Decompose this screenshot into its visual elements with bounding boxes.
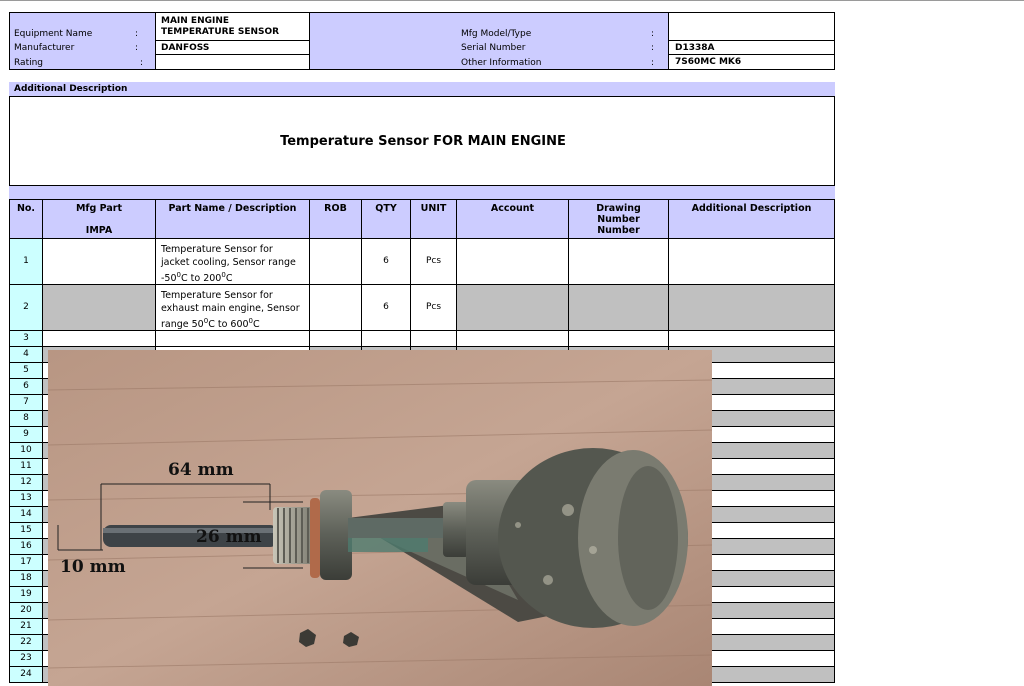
additional-description-bar xyxy=(9,82,835,96)
mfg-part-cell xyxy=(42,238,156,285)
part-description-text: C xyxy=(225,273,233,285)
row-number: 22 xyxy=(20,637,32,647)
unit-cell xyxy=(410,238,457,285)
unit-value: Pcs xyxy=(425,256,442,266)
row-number-cell xyxy=(9,522,43,539)
table-cell xyxy=(155,330,310,347)
manufacturer-value: DANFOSS xyxy=(161,43,210,53)
row-number: 20 xyxy=(20,605,32,615)
col-impa-label: IMPA xyxy=(85,225,113,236)
row-number: 11 xyxy=(20,461,32,471)
row-number-cell xyxy=(9,442,43,459)
other-info-colon: : xyxy=(651,58,655,68)
row-number-cell xyxy=(9,394,43,411)
row-number: 8 xyxy=(23,413,29,423)
row-number-cell xyxy=(9,458,43,475)
unit-cell xyxy=(410,284,457,331)
part-description xyxy=(161,243,309,285)
row-number: 2 xyxy=(23,302,29,312)
row-number-cell xyxy=(9,346,43,363)
row-number: 3 xyxy=(23,333,29,343)
additional-cell xyxy=(668,238,835,285)
row-number-cell xyxy=(9,474,43,491)
serial-number-value: D1338A xyxy=(675,43,715,53)
part-description-line: jacket cooling, Sensor range xyxy=(161,257,296,268)
other-info-value-cell xyxy=(668,54,835,70)
table-cell xyxy=(668,330,835,347)
col-unit-header xyxy=(410,199,457,239)
col-rob-label: ROB xyxy=(324,203,347,214)
qty-value: 6 xyxy=(383,256,389,266)
table-cell xyxy=(361,330,411,347)
row-number-cell xyxy=(9,586,43,603)
col-drawing-label-1: Drawing xyxy=(596,203,641,214)
row-number: 14 xyxy=(20,509,32,519)
dimension-26mm-label: 26 mm xyxy=(196,527,262,547)
col-rob-header xyxy=(309,199,362,239)
drawing-cell xyxy=(568,238,669,285)
col-qty-label: QTY xyxy=(375,203,397,214)
col-part-name-header xyxy=(155,199,310,239)
row-number: 10 xyxy=(20,445,32,455)
row-number-cell xyxy=(9,426,43,443)
manufacturer-value-cell xyxy=(155,40,310,55)
row-number-cell xyxy=(9,238,43,285)
part-description-line xyxy=(161,315,309,331)
row-number-cell xyxy=(9,284,43,331)
table-cell xyxy=(456,330,569,347)
row-number: 9 xyxy=(23,429,29,439)
col-drawing-label-2: Number xyxy=(597,214,640,225)
col-additional-label: Additional Description xyxy=(691,203,812,214)
row-number-cell xyxy=(9,410,43,427)
rob-cell xyxy=(309,238,362,285)
row-number-cell xyxy=(9,618,43,635)
col-account-label: Account xyxy=(490,203,535,214)
other-info-value: 7S60MC MK6 xyxy=(675,57,742,67)
col-drawing-label-3: Number xyxy=(597,225,640,236)
row-number: 13 xyxy=(20,493,32,503)
mfg-model-label: Mfg Model/Type xyxy=(461,29,532,39)
row-number-cell xyxy=(9,378,43,395)
drawing-cell xyxy=(568,284,669,331)
account-cell xyxy=(456,284,569,331)
row-number: 17 xyxy=(20,557,32,567)
rob-cell xyxy=(309,284,362,331)
row-number: 12 xyxy=(20,477,32,487)
dimension-64mm-label: 64 mm xyxy=(168,460,234,480)
part-description-line: exhaust main engine, Sensor xyxy=(161,303,300,314)
part-description-text: C xyxy=(253,319,260,331)
table-cell xyxy=(42,330,156,347)
qty-value: 6 xyxy=(383,302,389,312)
part-description-text: C to 200 xyxy=(181,273,222,285)
superscript: 0 xyxy=(176,271,181,279)
mfg-model-value-cell xyxy=(668,12,835,41)
row-number-cell xyxy=(9,602,43,619)
part-description-line: Temperature Sensor for xyxy=(161,290,273,301)
col-unit-label: UNIT xyxy=(420,203,447,214)
part-description-text: C to 600 xyxy=(208,319,249,331)
table-cell xyxy=(568,330,669,347)
part-description-text: range 50 xyxy=(161,319,204,331)
col-mfg-part-header xyxy=(42,199,156,239)
additional-cell xyxy=(668,284,835,331)
serial-number-value-cell xyxy=(668,40,835,55)
equipment-name-value-line2: TEMPERATURE SENSOR xyxy=(161,27,280,37)
row-number: 16 xyxy=(20,541,32,551)
row-number-cell xyxy=(9,666,43,683)
row-number-cell xyxy=(9,650,43,667)
other-info-label: Other Information xyxy=(461,58,542,68)
row-number-cell xyxy=(9,634,43,651)
equipment-name-label: Equipment Name xyxy=(14,29,93,39)
manufacturer-label: Manufacturer xyxy=(14,43,75,53)
row-number: 7 xyxy=(23,397,29,407)
serial-number-label: Serial Number xyxy=(461,43,526,53)
account-cell xyxy=(456,238,569,285)
additional-description-label: Additional Description xyxy=(14,84,128,94)
col-additional-header xyxy=(668,199,835,239)
col-part-name-label: Part Name / Description xyxy=(168,203,297,214)
rating-colon: : xyxy=(140,58,144,68)
row-number-cell xyxy=(9,362,43,379)
col-account-header xyxy=(456,199,569,239)
unit-value: Pcs xyxy=(425,302,442,312)
superscript: 0 xyxy=(221,271,226,279)
part-name-cell xyxy=(155,284,310,331)
manufacturer-colon: : xyxy=(135,43,139,53)
equipment-name-colon: : xyxy=(135,29,139,39)
sensor-photo-svg xyxy=(48,350,712,686)
mfg-part-cell xyxy=(42,284,156,331)
part-name-cell xyxy=(155,238,310,285)
col-mfg-part-label: Mfg Part xyxy=(75,203,123,214)
row-number: 15 xyxy=(20,525,32,535)
row-number: 19 xyxy=(20,589,32,599)
serial-number-colon: : xyxy=(651,43,655,53)
spacer-bar xyxy=(9,186,835,199)
mfg-model-colon: : xyxy=(651,29,655,39)
part-description xyxy=(161,289,309,331)
row-number: 1 xyxy=(23,256,29,266)
window-top-border xyxy=(0,0,1024,1)
part-description-text: -50 xyxy=(161,273,177,285)
row-number-cell xyxy=(9,554,43,571)
rating-label: Rating xyxy=(14,58,44,68)
row-number: 4 xyxy=(23,349,29,359)
row-number: 6 xyxy=(23,381,29,391)
row-number-cell xyxy=(9,490,43,507)
dimension-10mm-label: 10 mm xyxy=(60,557,126,577)
row-number-cell xyxy=(9,570,43,587)
qty-cell xyxy=(361,284,411,331)
superscript: 0 xyxy=(248,317,254,325)
additional-description-box xyxy=(9,96,835,186)
row-number-cell xyxy=(9,330,43,347)
equipment-name-value-cell xyxy=(155,12,310,41)
document-title: Temperature Sensor FOR MAIN ENGINE xyxy=(280,134,566,149)
part-description-line: Temperature Sensor for xyxy=(161,244,273,255)
table-cell xyxy=(309,330,362,347)
row-number: 23 xyxy=(20,653,32,663)
row-number: 18 xyxy=(20,573,32,583)
equipment-name-value-line1: MAIN ENGINE xyxy=(161,16,230,26)
row-number: 5 xyxy=(23,365,29,375)
row-number: 21 xyxy=(20,621,32,631)
col-no-label: No. xyxy=(16,203,36,214)
qty-cell xyxy=(361,238,411,285)
superscript: 0 xyxy=(203,317,209,325)
rating-value-cell xyxy=(155,54,310,70)
row-number: 24 xyxy=(20,669,32,679)
row-number-cell xyxy=(9,506,43,523)
col-qty-header xyxy=(361,199,411,239)
col-no-header xyxy=(9,199,43,239)
part-description-line xyxy=(161,269,309,285)
sensor-photo xyxy=(48,350,712,686)
col-drawing-header xyxy=(568,199,669,239)
table-cell xyxy=(410,330,457,347)
row-number-cell xyxy=(9,538,43,555)
